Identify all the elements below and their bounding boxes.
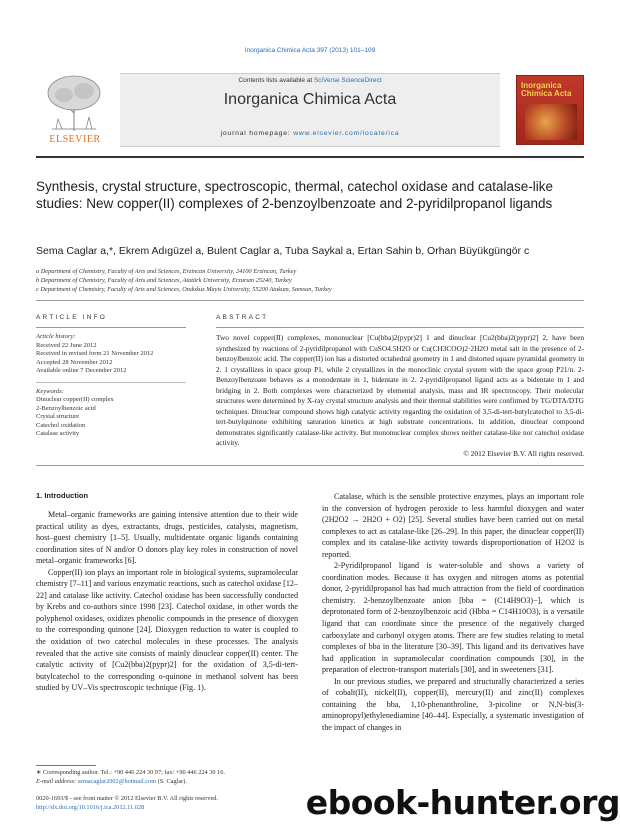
- email-suffix: (S. Caglar).: [156, 777, 187, 785]
- body-paragraph: Metal–organic frameworks are gaining intensive attention due to their wide practical utility as dyes, extractants, drugs, pesticides, catalysts, magnetism, host–guest chemistry [1–5]. Usually, multidentate organic ligands containing coordination sites of N and/or O donors play key roles in construction of novel metal–organic frameworks [6].: [36, 510, 298, 566]
- keywords-divider: [36, 382, 186, 383]
- affiliations: [36, 267, 584, 294]
- affiliation-divider: [36, 300, 584, 301]
- body-paragraph: In our previous studies, we prepared and structurally characterized a series of cobalt(II), nickel(II), copper(II), mercury(II) and zinc(II) complexes containing the bba, 1,10-phenanthroline, 3-picoline or N,N-bis(3-aminopropyl)ethylenediamine [40–44]. Especially, a systematic investigation of the impact of changes in: [322, 676, 584, 732]
- elsevier-tree-icon: [42, 73, 106, 131]
- watermark: ebook-hunter.org: [305, 783, 620, 822]
- keyword-item: Catalase activity: [36, 430, 80, 437]
- corresponding-author-note: ∗ Corresponding author. Tel.: +90 446 224 30 97; fax: +90 446 224 30 16.: [36, 769, 225, 776]
- front-matter-info: [36, 795, 298, 812]
- body-divider: [36, 465, 584, 466]
- journal-header: [36, 73, 584, 147]
- author-list: Sema Caglar a,*, Ekrem Adıgüzel a, Bulent Caglar a, Tuba Saykal a, Ertan Sahin b, Orhan Büyükgüngör c: [36, 245, 530, 257]
- email-link[interactable]: semacaglar2002@hotmail.com: [77, 777, 157, 785]
- keyword-item: Crystal structure: [36, 413, 80, 420]
- abstract-text: Two novel copper(II) complexes, mononuclear [Cu(bba)2(pypr)2] 1 and dinuclear [Cu2(bba)2(pypr)2] 2, have been synthesized by reactions of 2-pyridilpropanol with CuSO4.5H2O or Cu(CH3COO)2·2H2O metal salt in the presence of 2-benzoylbenzoic acid. The copper(II) ion has a distorted octahedral geometry in 1 and distorted square pyramidal geometry in 2. 1 crystallizes in space group P1, while 2 crystallizes in the monoclinic crystal system with the space group P21/n. 2-Benzoylbenzoate behaves as a monodentate in 1, bidentate in 2. 2-pyridilpropanol ligand acts as a bidentate in 1 and bridging in 2. Both complexes were characterized by elemental analysis, mass and IR spectroscopy. Their molecular structures were determined by X-ray crystal structure analysis and their thermal stabilities were confirmed by TG/DTA/DTG techniques. Dinuclear compound shows high catalytic activity regarding the oxidation of 3,5-di-tert-butylcatechol to 3,5-di-tert-butylquinone exhibiting saturation kinetics at high substrate concentrations. In addition, dinuclear compound demonstrates significantly catalase-like activity. But mononuclear complex shows neither catalase-like nor catechol oxidase activity.: [216, 333, 584, 447]
- abstract-heading: ABSTRACT: [216, 314, 269, 321]
- homepage-link[interactable]: www.elsevier.com/locate/ica: [293, 130, 400, 137]
- affiliation-c: c Department of Chemistry, Faculty of Arts and Sciences, Ondokuz Mayis University, 55200 Atakum, Samsun, Turkey: [36, 286, 332, 293]
- keyword-item: 2-Benzoylbenzoic acid: [36, 404, 96, 412]
- affiliation-b: b Department of Chemistry, Faculty of Arts and Sciences, Atatürk University, Erzurum 25240, Turkey: [36, 277, 292, 284]
- abstract-column: [216, 314, 584, 458]
- keywords-label: Keywords:: [36, 387, 64, 395]
- article-info-column: [36, 314, 186, 439]
- history-revised: Received in revised form 21 November 2012: [36, 350, 154, 357]
- sciencedirect-link[interactable]: SciVerse ScienceDirect: [313, 77, 382, 84]
- affiliation-a: a Department of Chemistry, Faculty of Arts and Sciences, Erzincan University, 24100 Erzincan, Turkey: [36, 268, 297, 275]
- cover-title: Inorganica Chimica Acta: [521, 81, 572, 98]
- keyword-item: Catechol oxidation: [36, 421, 86, 429]
- journal-homepage: [120, 130, 500, 137]
- body-paragraph: Catalase, which is the sensible protective enzymes, plays an important role in the conversion of hydrogen peroxide to less harmful dioxygen and water (2H2O2 → 2H2O + O2) [25]. Several studies have been carried out on metal complexes to act as catalase-like [26–29]. In this paper, the dinuclear copper(II) complex and its catalase-like activity towards disproportionation of H2O2 is reported.: [322, 492, 584, 559]
- journal-masthead: [120, 73, 500, 147]
- journal-cover-thumbnail: [516, 75, 584, 145]
- doi-link[interactable]: http://dx.doi.org/10.1016/j.ica.2012.11.028: [36, 803, 145, 811]
- homepage-prefix: journal homepage:: [220, 130, 294, 137]
- body-paragraph: 2-Pyridilpropanol ligand is water-soluble and shows a variety of coordination modes. Because it has oxygen and nitrogen atoms as potential donor, 2-pyridilpropanol has had much attraction from the field of coordination chemistry. 2-benzoylbenzoate anion [bba = (C14H9O3)−], which is deprotonated form of 2-benzoylbenzoic acid (Hbba = C14H10O3), is a versatile ligand that can coordinate since the presence of the negatively charged carboxylate and carbonyl oxygen atoms. There are few studies relating to metal complexes of bba in the literature [30–39]. This ligand and its derivatives have had application in supramolecular coordination compounds [30], in the preparation of electron-transport materials [30], and in sweeteners [31].: [322, 561, 584, 675]
- article-title: Synthesis, crystal structure, spectroscopic, thermal, catechol oxidase and catalase-like studies: New copper(II) complexes of 2-benzoylbenzoate and 2-pyridilpropanol ligands: [36, 179, 553, 211]
- body-paragraph: Copper(II) ion plays an important role in biological systems, supramolecular chemistry [7–11] and various enzymatic reactions, such as catechol oxidase [12–22] and catalase like activity. Catechol oxidase has been successfully conducted by Krebs and co-authors since 1998 [23]. Catechol oxidase, in other words the polyphenol oxidases, oxidizes phenolic compounds in the presence of dioxygen to the corresponding quinone [24]. Dioxygen reduction to water is coupled to the oxidation of two catechol molecules in these processes. The analysis revealed that the active site consists of mainly dinuclear copper(II) center. The catalytic activity of [Cu2(bba)2(pypr)2] for the oxidation of 3,5-di-tert-butylcatechol to the corresponding o-quinone in methanol solvent has been studied by UV–Vis spectroscopic technique (Fig. 1).: [36, 567, 298, 693]
- email-prefix: E-mail address:: [36, 777, 78, 785]
- contents-line: [120, 77, 500, 84]
- keyword-item: Dinuclear copper(II) complex: [36, 396, 114, 403]
- email-note: [36, 778, 298, 787]
- journal-title: Inorganica Chimica Acta: [223, 91, 397, 108]
- elsevier-logo: [36, 73, 114, 147]
- contents-prefix: Contents lists available at: [238, 77, 314, 84]
- body-column-left: [36, 491, 298, 694]
- cover-image: [525, 104, 577, 140]
- history-online: Available online 7 December 2012: [36, 367, 127, 374]
- abstract-copyright: © 2012 Elsevier B.V. All rights reserved.: [463, 448, 584, 458]
- issn-line: 0020-1693/$ - see front matter © 2012 Elsevier B.V. All rights reserved.: [36, 795, 218, 802]
- elsevier-wordmark: ELSEVIER: [49, 134, 101, 145]
- history-accepted: Accepted 28 November 2012: [36, 358, 113, 366]
- article-info-rule: [36, 327, 186, 328]
- journal-reference[interactable]: Inorganica Chimica Acta 397 (2013) 101–109: [244, 47, 376, 54]
- history-received: Received 22 June 2012: [36, 341, 97, 349]
- article-info-heading: ARTICLE INFO: [36, 314, 108, 321]
- header-divider: [36, 156, 584, 158]
- history-label: Article history:: [36, 333, 76, 340]
- body-column-right: [322, 491, 584, 733]
- footnotes: [36, 769, 298, 786]
- abstract-rule: [216, 327, 584, 328]
- introduction-heading: 1. Introduction: [36, 491, 89, 500]
- footnote-divider: [36, 765, 96, 766]
